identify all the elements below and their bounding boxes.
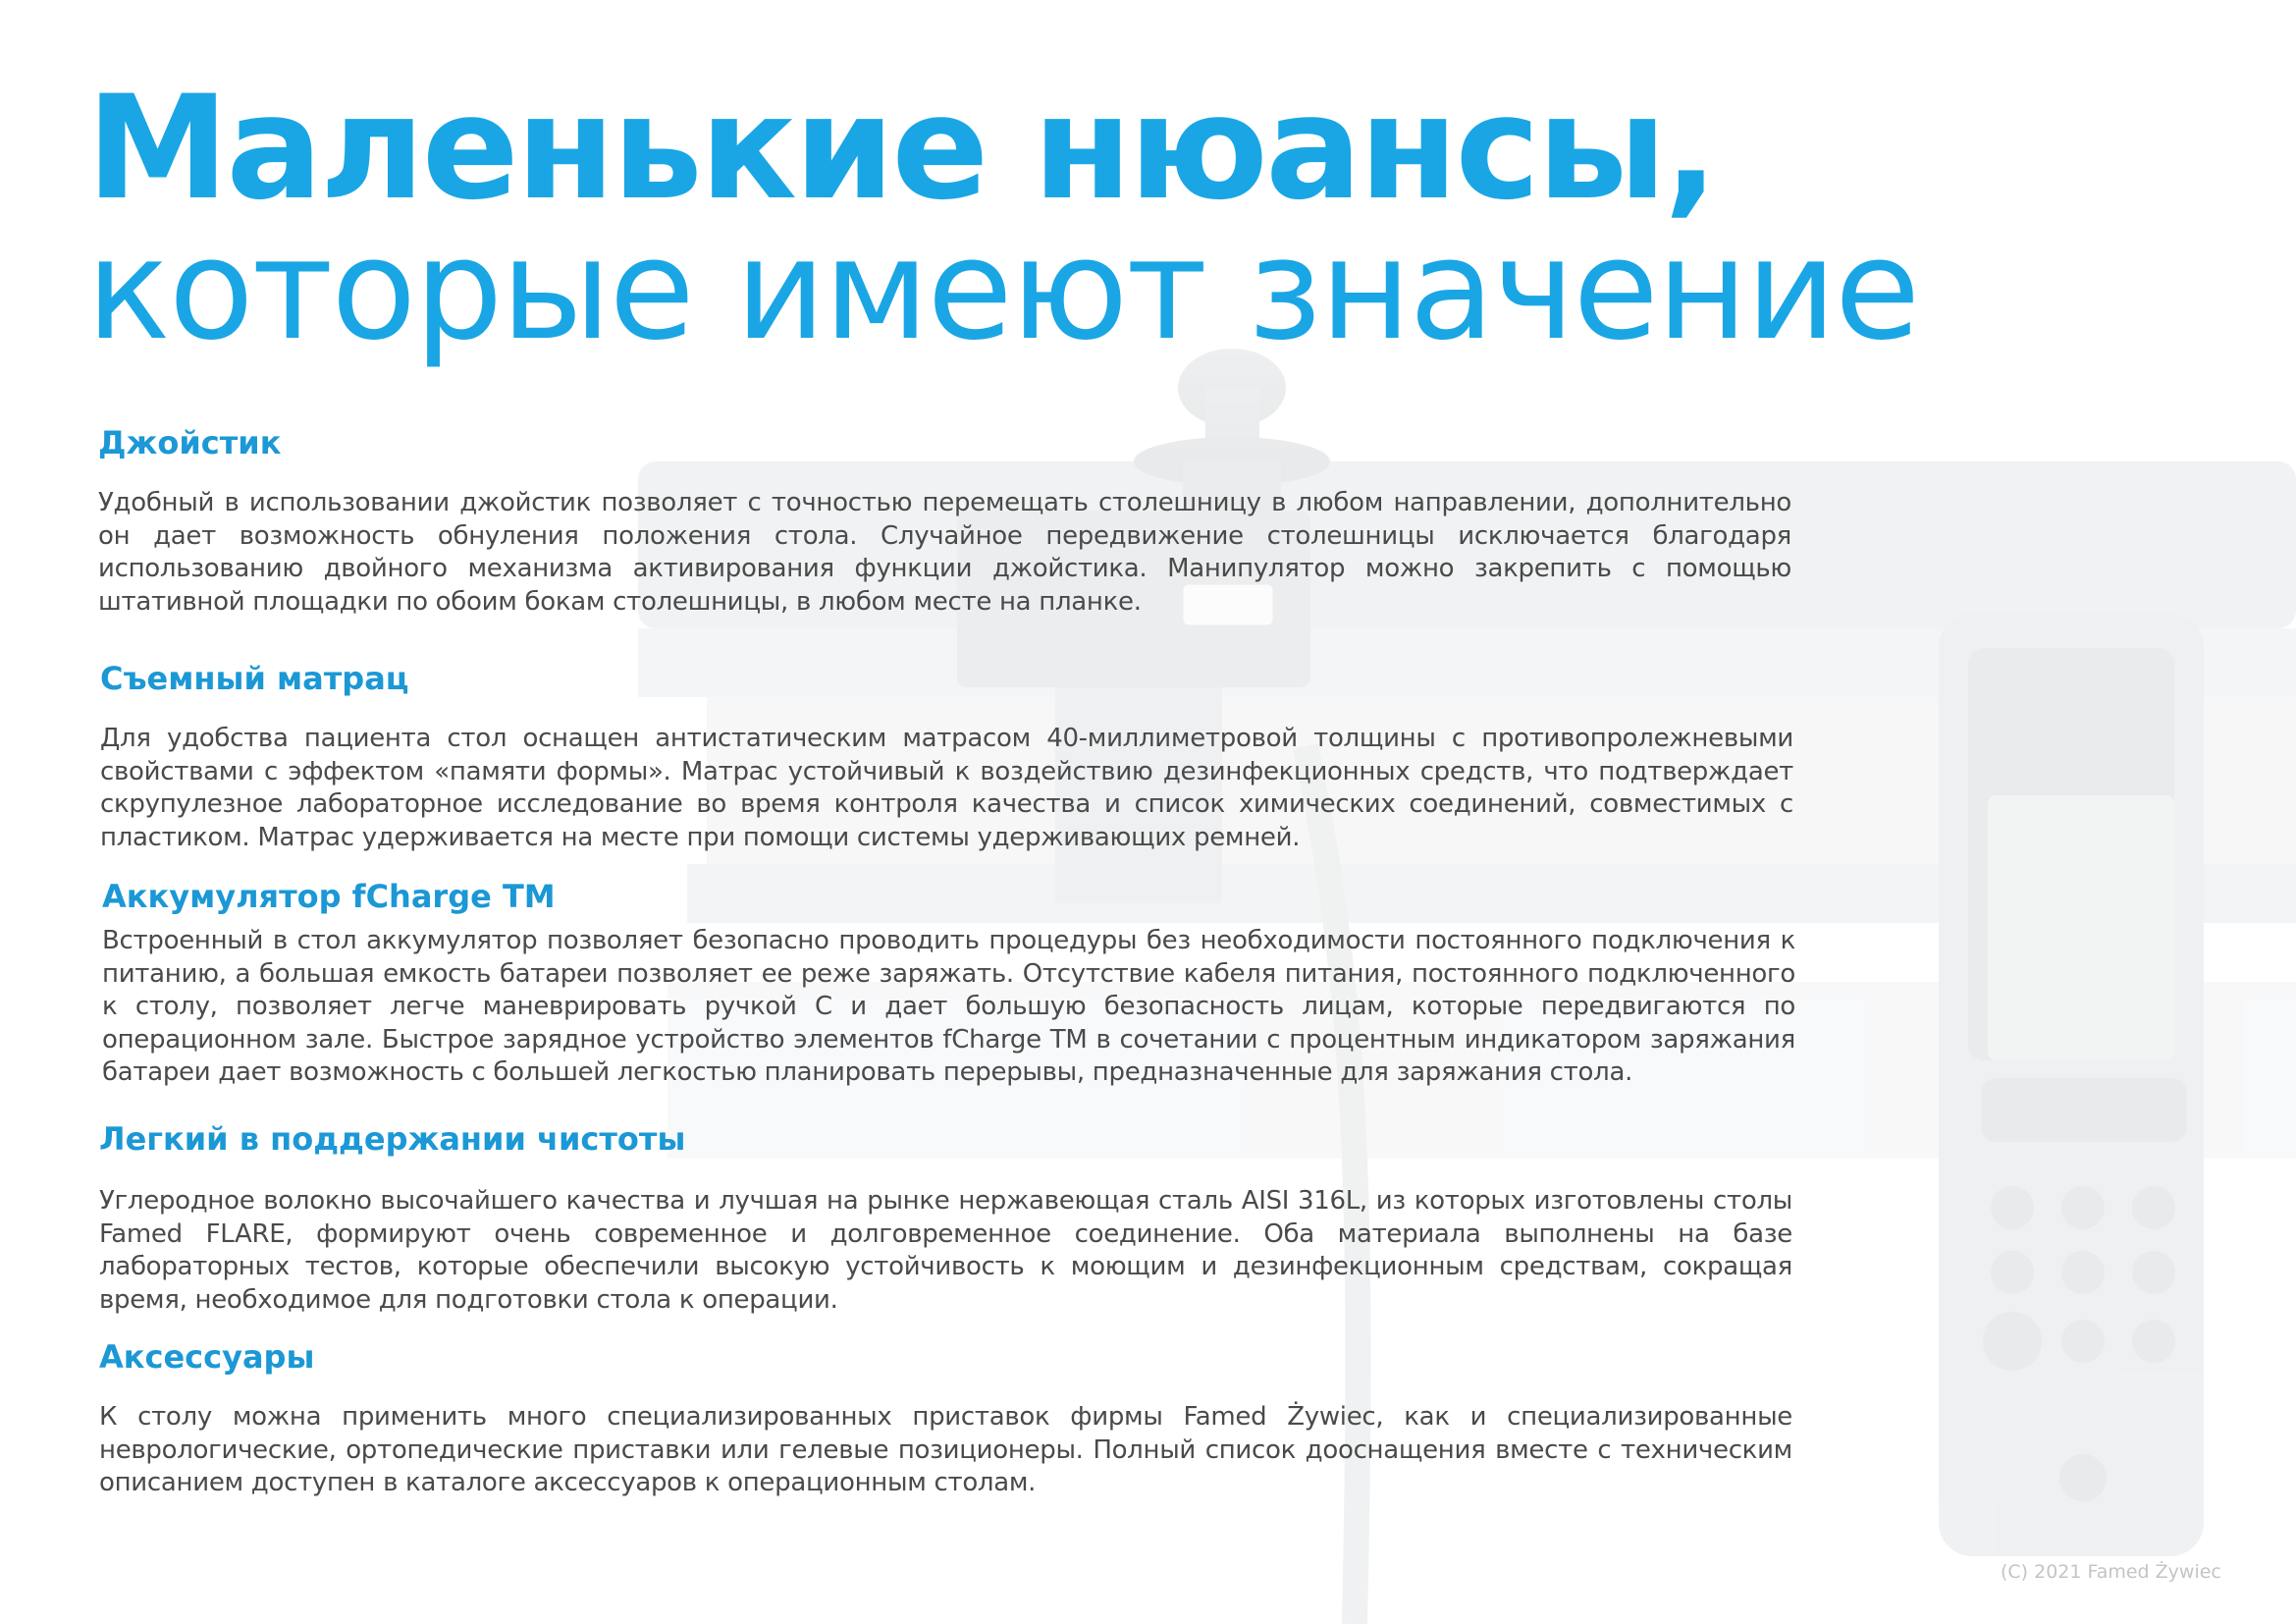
section-joystick (98, 424, 1791, 619)
section-heading: Аккумулятор fCharge TM (102, 878, 556, 915)
section-heading: Джойстик (98, 424, 282, 461)
section-text: Углеродное волокно высочайшего качества и лучшая на рынке нержавеющая сталь AISI 316L, из которых изготовлены столы Famed FLARE, формируют очень современное и долговременное соединение. Оба материала выполнены на базе лабораторных тестов, которые обеспечили высокую устойчивость к моющим и дезинфекционным средствам, сокращая время, необходимое для подготовки стола к операции. (99, 1186, 1792, 1315)
copyright-notice: (C) 2021 Famed Żywiec (2001, 1561, 2221, 1583)
section-easy-cleaning (99, 1120, 1792, 1317)
page-title-line2: которые имеют значение (86, 209, 1919, 371)
section-text: Для удобства пациента стол оснащен антистатическим матрасом 40-миллиметровой толщины с противопролежневыми свойствами с эффектом «памяти формы». Матрас устойчивый к воздействию дезинфекционных средств, что подтверждает скрупулезное лабораторное исследование во время контроля качества и список химических соединений, совместимых с пластиком. Матрас удерживается на месте при помощи системы удерживающих ремней. (100, 724, 1793, 852)
section-mattress (100, 660, 1793, 854)
section-accessories (99, 1338, 1792, 1500)
section-battery (102, 878, 1795, 1090)
section-text: Удобный в использовании джойстик позволяет с точностью перемещать столешницу в любом направлении, дополнительно он дает возможность обнуления положения стола. Случайное передвижение столешницы исключается благодаря использованию двойного механизма активирования функции джойстика. Манипулятор можно закрепить с помощью штативной площадки по обоим бокам столешницы, в любом месте на планке. (98, 488, 1791, 617)
section-heading: Съемный матрац (100, 660, 409, 697)
section-heading: Аксессуары (99, 1338, 315, 1376)
section-text: Встроенный в стол аккумулятор позволяет безопасно проводить процедуры без необходимости постоянного подключения к питанию, а большая емкость батареи позволяет ее реже заряжать. Отсутствие кабеля питания, постоянного подключенного к столу, позволяет легче маневрировать ручкой С и дает большую безопасность лицам, которые передвигаются по операционном зале. Быстрое зарядное устройство элементов fCharge TM в сочетании с процентным индикатором заряжания батареи дает возможность с большей легкостью планировать перерывы, предназначенные для заряжания стола. (102, 926, 1795, 1087)
section-heading: Легкий в поддержании чистоты (99, 1120, 686, 1158)
page-title-line1: Маленькие нюансы, (86, 65, 1716, 232)
section-text: К столу можна применить много специализированных приставок фирмы Famed Żywiec, как и специализированные неврологические, ортопедические приставки или гелевые позиционеры. Полный список дооснащения вместе с техническим описанием доступен в каталоге аксессуаров к операционным столам. (99, 1402, 1792, 1497)
